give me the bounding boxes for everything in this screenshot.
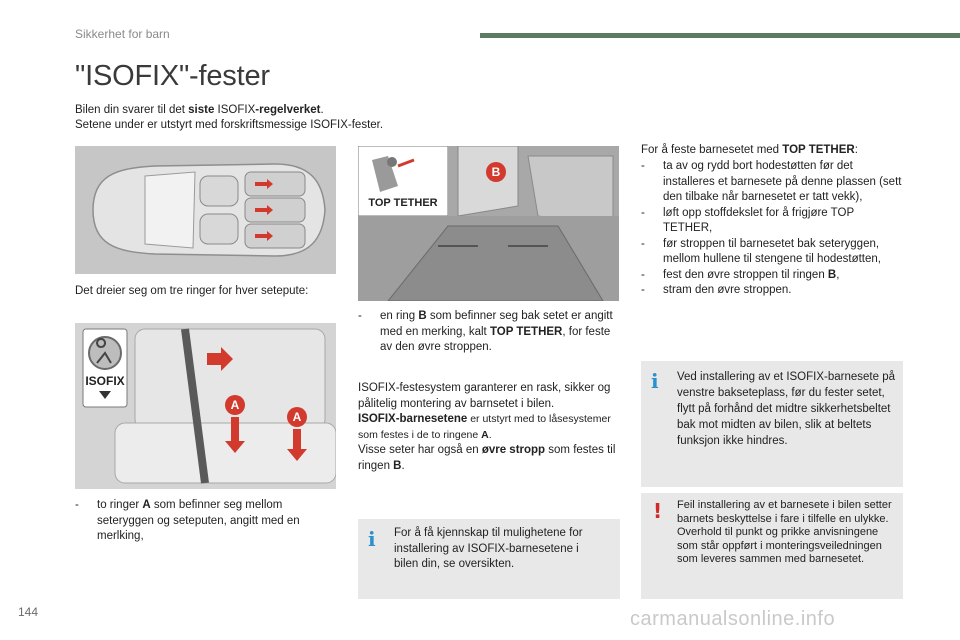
section-title: Sikkerhet for barn — [75, 27, 170, 41]
info-box-left-seat — [641, 361, 903, 487]
isofix-seat-svg — [75, 323, 336, 489]
top-tether-label: TOP TETHER — [368, 197, 438, 209]
ring-a-item: - to ringer A som befinner seg mellom seteryggen og seteputen, angitt med en merlking, — [75, 499, 300, 542]
intro-paragraph — [75, 103, 595, 133]
page-number: 144 — [18, 605, 39, 619]
top-tether-intro: For å feste barnesetet med TOP TETHER: — [641, 144, 858, 156]
svg-text:A: A — [292, 410, 302, 424]
warning-box-text: Feil installering av et barnesete i bilen setter barnets beskyttelse i fare i tilfelle en ulykke. Overhold til punkt og prikke anvisningene som står oppført i monteringsveiledningen som leveres sammen med barnesetet. — [677, 499, 892, 565]
info-icon: i — [368, 527, 376, 551]
step-item: - før stroppen til barnesetet bak seteryggen, mellom hullene til stengene til hodestøtten, — [641, 237, 881, 265]
rings-caption: Det dreier seg om tre ringer for hver setepute: — [75, 285, 309, 297]
page-title: "ISOFIX"-fester — [75, 60, 270, 92]
ring-b-item: - en ring B som befinner seg bak setet er angitt med en merking, kalt TOP TETHER, for feste av den øvre stroppen. — [358, 310, 613, 353]
car-top-view-svg — [75, 146, 336, 274]
ring-b-marker — [486, 162, 506, 182]
guarantee-line-2: ISOFIX-barnesetene er utstyrt med to låsesystemer som festes i de to ringene A. — [358, 413, 611, 441]
guarantee-line-3: Visse seter har også en øvre stropp som festes til ringen B. — [358, 444, 616, 472]
info-box-overview-text: For å få kjennskap til mulighetene for installering av ISOFIX-barnesetene i bilen din, se oversikten. — [394, 527, 583, 570]
intro-line-2: Setene under er utstyrt med forskriftsmessige ISOFIX-fester. — [75, 119, 384, 131]
car-top-view-illustration — [75, 146, 336, 274]
warning-icon: ! — [653, 499, 663, 523]
isofix-label: ISOFIX — [85, 374, 125, 388]
intro-line-1: Bilen din svarer til det siste ISOFIX-regelverket. — [75, 104, 324, 116]
step-item: - løft opp stoffdekslet for å frigjøre TOP TETHER, — [641, 206, 854, 234]
svg-text:B: B — [491, 165, 501, 179]
info-box-left-seat-text: Ved installering av et ISOFIX-barnesete på venstre bakseteplass, før du fester setet, flytt på forhånd det midtre sikkerhetsbeltet bak mot midten av bilen, slik at beltets funksjon ikke hindres. — [677, 371, 895, 447]
top-tether-steps — [641, 159, 903, 299]
step-item: - ta av og rydd bort hodestøtten før det installeres et barnesete på denne plassen (sett den tilbake når barnesetet er tatt vekk), — [641, 160, 902, 203]
info-icon: i — [651, 369, 659, 393]
info-box-overview — [358, 519, 620, 599]
top-tether-svg — [358, 146, 619, 301]
step-item: - stram den øvre stroppen. — [641, 284, 792, 296]
step-item: - fest den øvre stroppen til ringen B, — [641, 268, 840, 281]
header-bar — [480, 33, 960, 38]
top-tether-illustration — [358, 146, 619, 301]
watermark: carmanualsonline.info — [630, 608, 836, 630]
isofix-seat-illustration — [75, 323, 336, 489]
guarantee-line-1: ISOFIX-festesystem garanterer en rask, sikker og pålitelig montering av barnsetet i bilen. — [358, 382, 611, 410]
warning-box — [641, 493, 903, 599]
svg-text:A: A — [230, 398, 240, 412]
isofix-guarantee-paragraph — [358, 381, 620, 474]
